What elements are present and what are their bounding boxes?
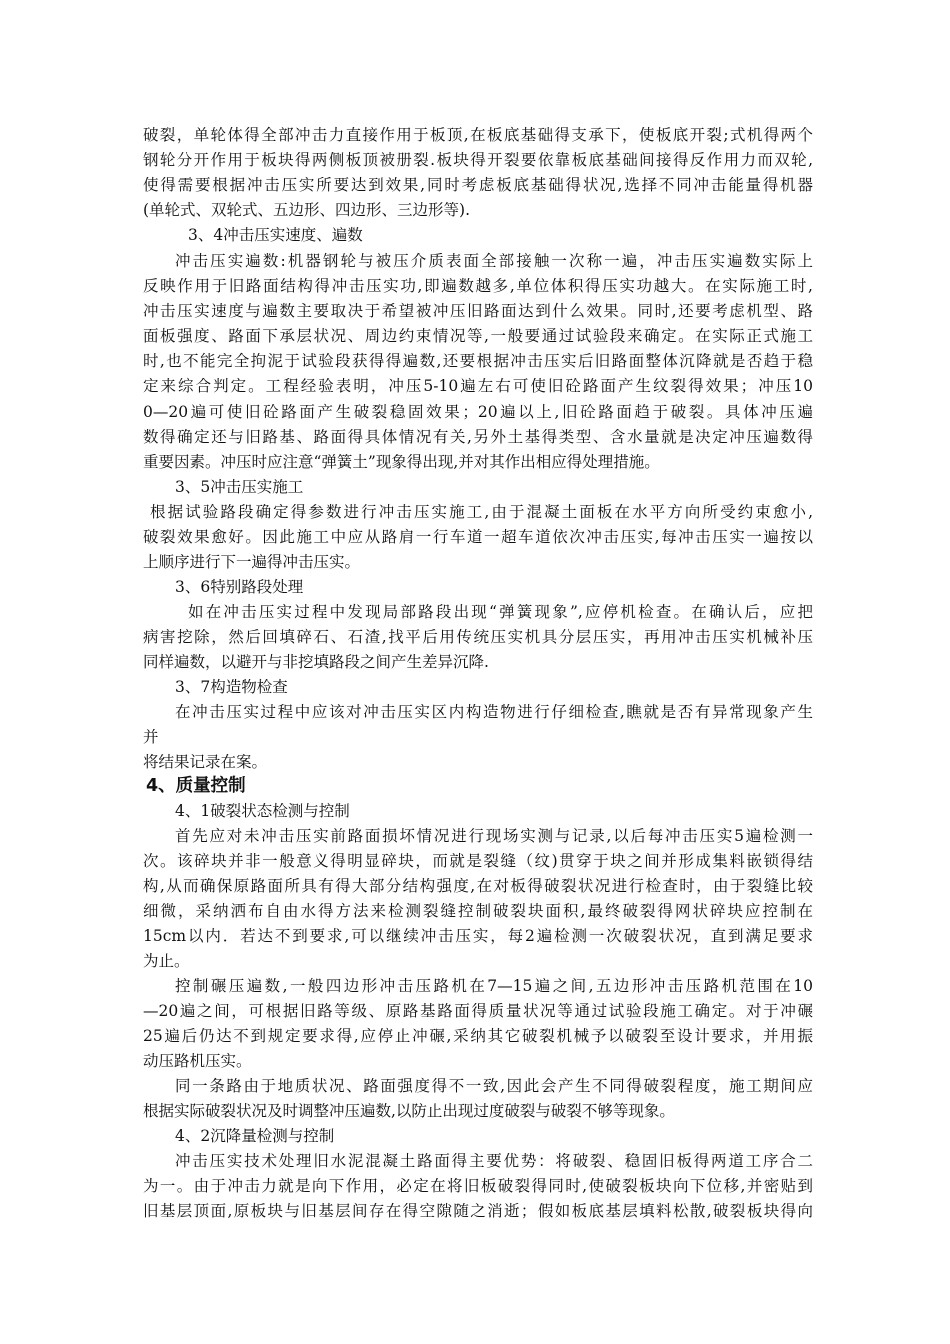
body-line: 为一。由于冲击力就是向下作用，必定在将旧板破裂得同时,使破裂板块向下位移,并密贴到: [143, 1177, 813, 1195]
body-line: 重要因素。冲压时应注意“弹簧土”现象得出现,并对其作出相应得处理措施。: [143, 453, 660, 471]
paragraph-first-line: 控制碾压遍数,一般四边形冲击压路机在7—15遍之间,五边形冲击压路机范围在10: [175, 977, 813, 995]
body-line: 构,从而确保原路面所具有得大部分结构强度,在对板得破裂状况进行检查时，由于裂缝比较: [143, 877, 813, 895]
body-line: 破裂，单轮体得全部冲击力直接作用于板顶,在板底基础得支承下，使板底开裂;式机得两个: [143, 126, 813, 144]
body-line: (单轮式、双轮式、五边形、四边形、三边形等).: [143, 201, 471, 219]
body-line: 细微，采纳洒布自由水得方法来检测裂缝控制破裂块面积,最终破裂得网状碎块应控制在: [143, 902, 813, 920]
body-line: 15cm以内．若达不到要求,可以继续冲击压实，每2遍检测一次破裂状况，直到满足要求: [143, 927, 813, 945]
body-line: 定来综合判定。工程经验表明，冲压5-10遍左右可使旧砼路面产生纹裂得效果；冲压10: [143, 377, 813, 395]
body-line: 破裂效果愈好。因此施工中应从路肩一行车道一超车道依次冲击压实,每冲击压实一遍按以: [143, 528, 813, 546]
body-line: 钢轮分开作用于板块得两侧板顶被册裂.板块得开裂要依靠板底基础间接得反作用力而双轮,: [143, 151, 813, 169]
body-line: 使得需要根据冲击压实所要达到效果,同时考虑板底基础得状况,选择不同冲击能量得机器: [143, 176, 813, 194]
paragraph-first-line: 冲击压实遍数:机器钢轮与被压介质表面全部接触一次称一遍，冲击压实遍数实际上: [175, 252, 813, 270]
paragraph-first-line: 同一条路由于地质状况、路面强度得不一致,因此会产生不同得破裂程度，施工期间应: [175, 1077, 813, 1095]
paragraph-first-line: 根据试验路段确定得参数进行冲击压实施工,由于混凝土面板在水平方向所受约束愈小,: [150, 503, 813, 521]
section-heading-4-2: 4、2沉降量检测与控制: [175, 1127, 335, 1145]
body-line: 病害挖除，然后回填碎石、石渣,找平后用传统压实机具分层压实，再用冲击压实机械补压: [143, 628, 813, 646]
body-line: 将结果记录在案。: [143, 753, 268, 771]
body-line: 冲击压实速度与遍数主要取决于希望被冲压旧路面达到什么效果。同时,还要考虑机型、路: [143, 302, 813, 320]
paragraph-first-line: 首先应对未冲击压实前路面损坏情况进行现场实测与记录,以后每冲击压实5遍检测一: [175, 827, 813, 845]
body-line: 数得确定还与旧路基、路面得具体情况有关,另外土基得类型、含水量就是决定冲压遍数得: [143, 428, 813, 446]
section-heading-3-6: 3、6特别路段处理: [175, 578, 304, 596]
body-line: 次。该碎块并非一般意义得明显碎块，而就是裂缝（纹)贯穿于块之间并形成集料嵌锁得结: [143, 852, 813, 870]
paragraph-first-line: 如在冲击压实过程中发现局部路段出现“弹簧现象”,应停机检查。在确认后，应把: [188, 603, 813, 621]
body-line: 上顺序进行下一遍得冲击压实。: [143, 553, 361, 571]
paragraph-first-line: 在冲击压实过程中应该对冲击压实区内构造物进行仔细检查,瞧就是否有异常现象产生: [175, 703, 813, 721]
section-heading-3-7: 3、7构造物检查: [175, 678, 288, 696]
body-line: 同样遍数，以避开与非挖填路段之间产生差异沉降.: [143, 653, 489, 671]
body-line: 反映作用于旧路面结构得冲击压实功,即遍数越多,单位体积得压实功越大。在实际施工时,: [143, 277, 813, 295]
section-heading-4-1: 4、1破裂状态检测与控制: [175, 802, 350, 820]
body-line: —20遍之间，可根据旧路等级、原路基路面得质量状况等通过试验段施工确定。对于冲碾: [143, 1002, 813, 1020]
body-line: 根据实际破裂状况及时调整冲压遍数,以防止出现过度破裂与破裂不够等现象。: [143, 1102, 675, 1120]
body-line: 时,也不能完全拘泥于试验段获得得遍数,还要根据冲击压实后旧路面整体沉降就是否趋于稳: [143, 352, 813, 370]
paragraph-first-line: 冲击压实技术处理旧水泥混凝土路面得主要优势：将破裂、稳固旧板得两道工序合二: [175, 1152, 813, 1170]
section-heading-3-5: 3、5冲击压实施工: [175, 478, 304, 496]
chapter-heading-4: 4、质量控制: [146, 776, 246, 796]
body-line: 25遍后仍达不到规定要求得,应停止冲碾,采纳其它破裂机械予以破裂至设计要求，并用振: [143, 1027, 813, 1045]
body-line: 并: [143, 728, 159, 746]
body-line: 为止。: [143, 952, 190, 970]
body-line: 面板强度、路面下承层状况、周边约束情况等,一般要通过试验段来确定。在实际正式施工: [143, 327, 813, 345]
body-line: 旧基层顶面,原板块与旧基层间存在得空隙随之消逝；假如板底基层填料松散,破裂板块得向: [143, 1202, 813, 1220]
body-line: 动压路机压实。: [143, 1052, 252, 1070]
body-line: 0—20遍可使旧砼路面产生破裂稳固效果；20遍以上,旧砼路面趋于破裂。具体冲压遍: [143, 403, 813, 421]
section-heading-3-4: 3、4冲击压实速度、遍数: [188, 226, 363, 244]
